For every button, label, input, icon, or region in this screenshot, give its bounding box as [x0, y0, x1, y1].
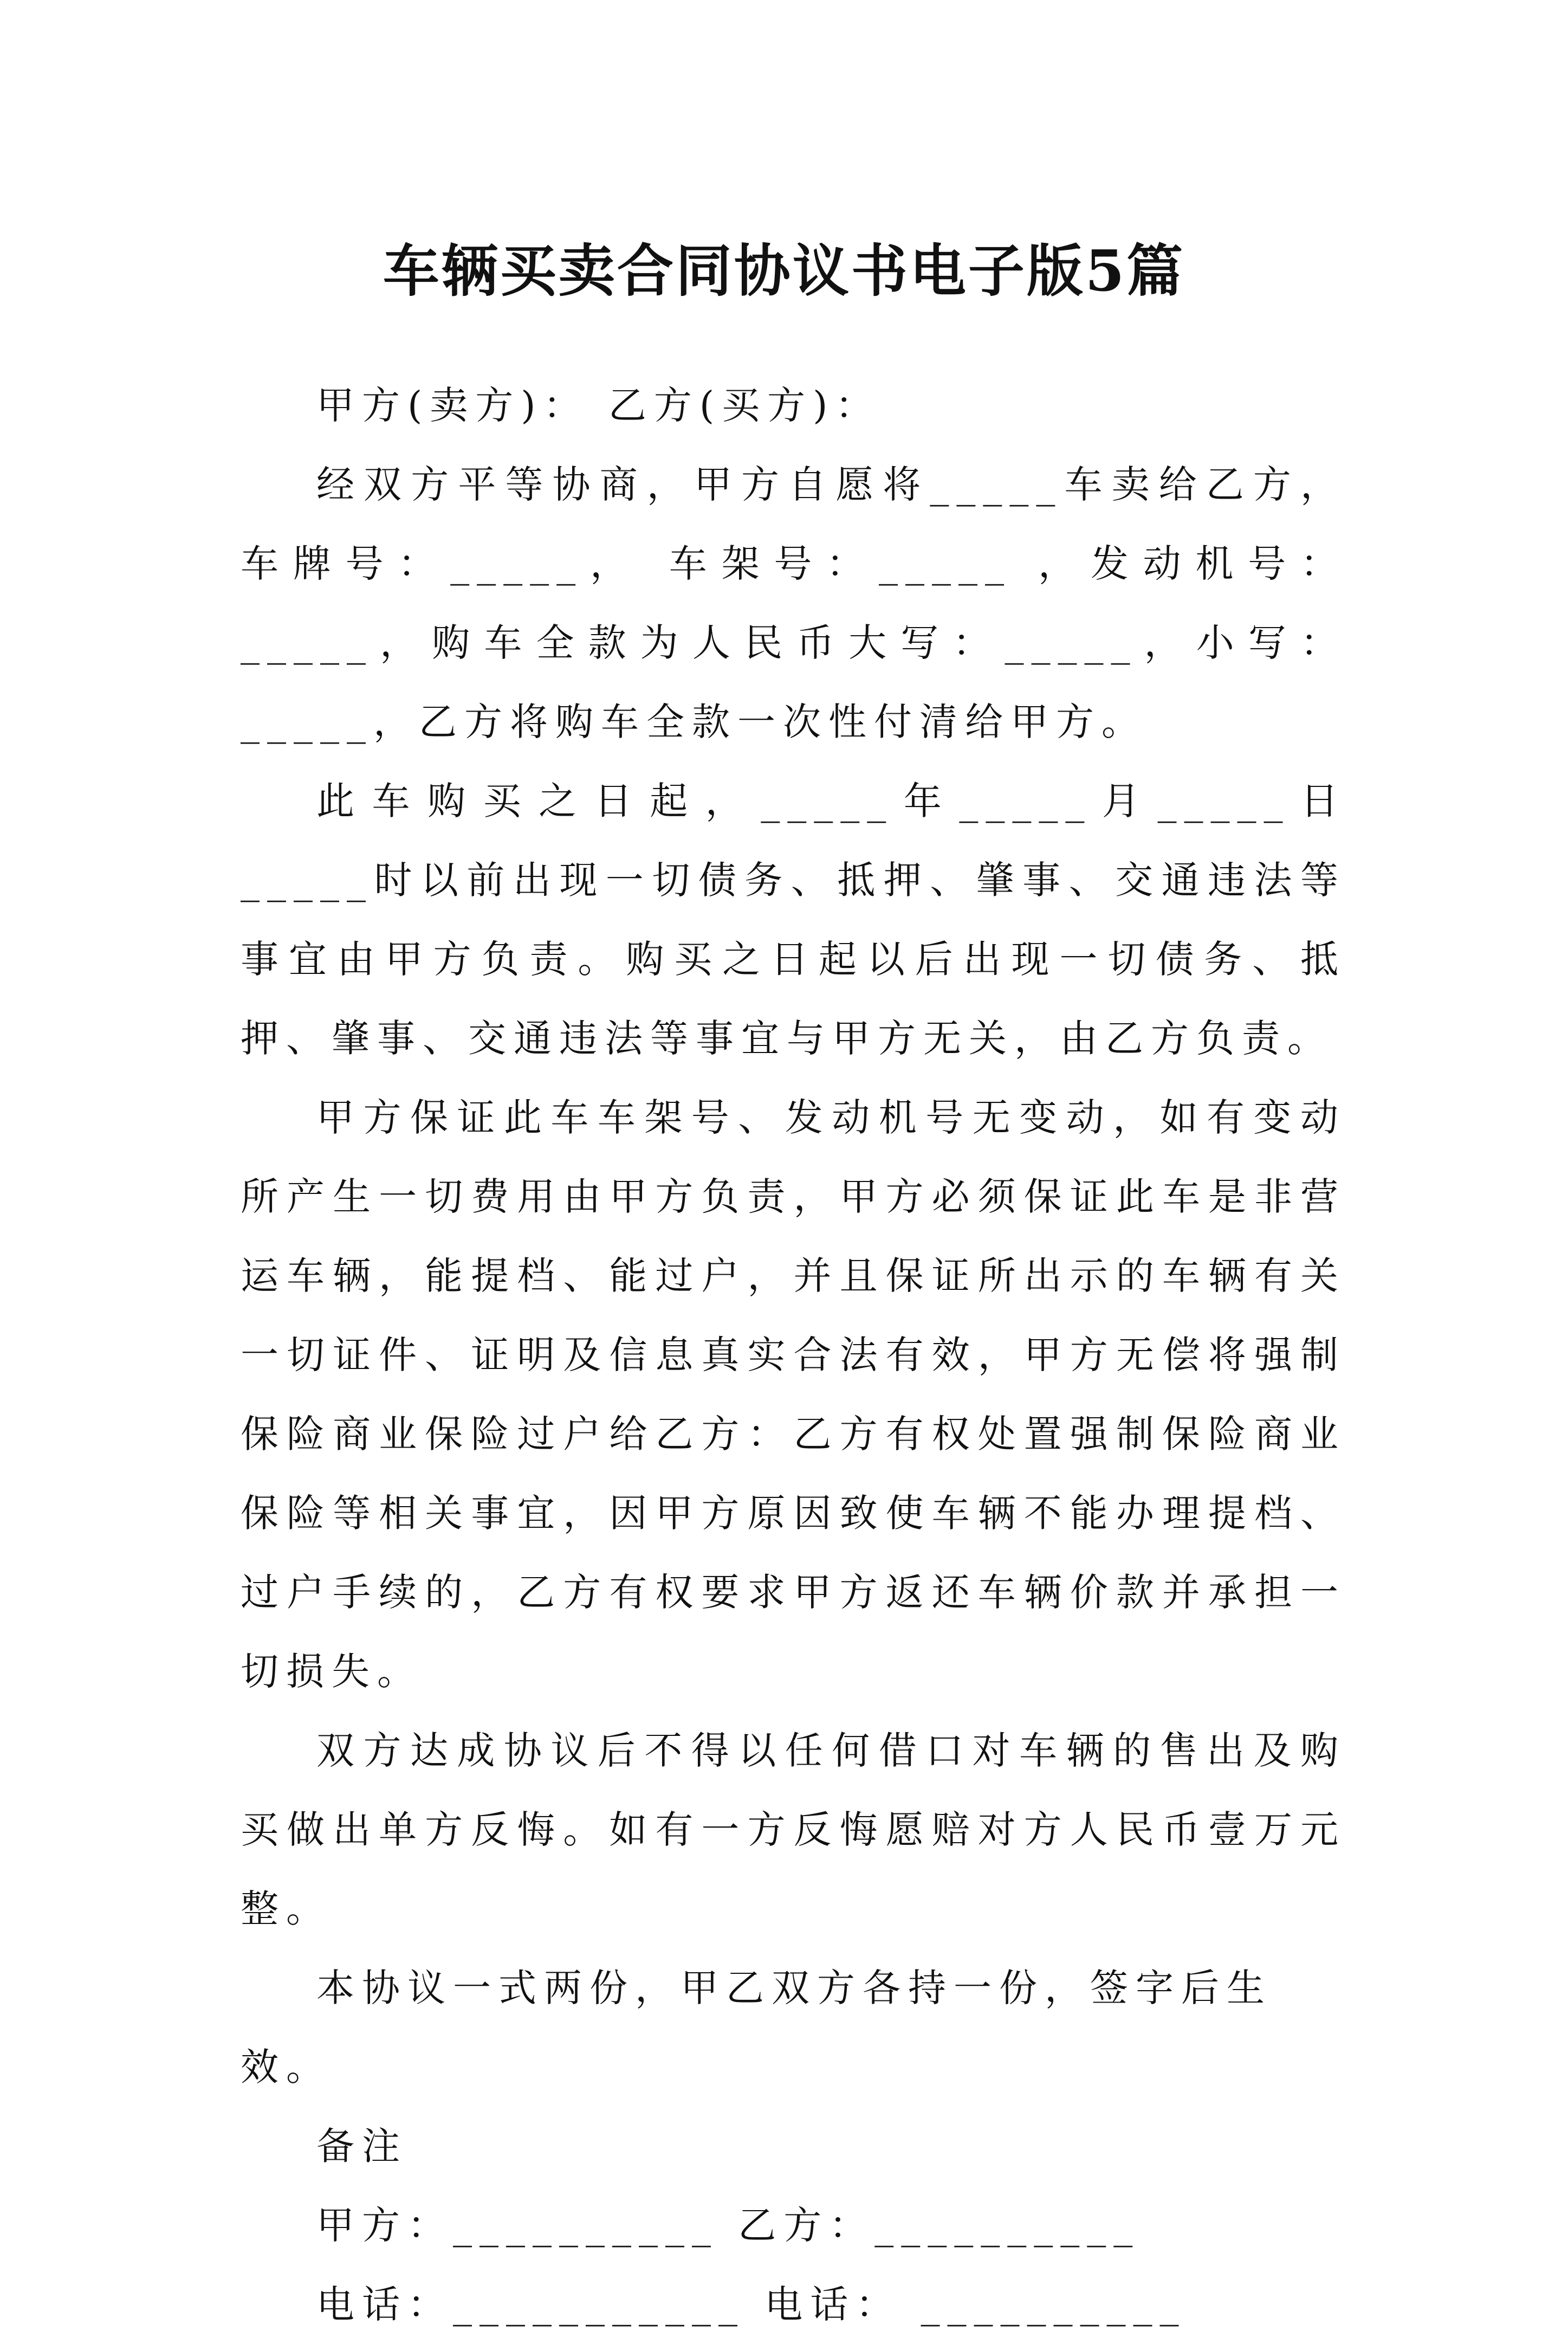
document-title: 车辆买卖合同协议书电子版5篇 — [383, 237, 1185, 304]
phone-line: 电话：___________ 电话： __________ — [316, 2282, 1187, 2327]
copies-paragraph: 本协议一式两份，甲乙双方各持一份，签字后生效。 — [241, 1966, 1272, 2089]
guarantee-paragraph: 甲方保证此车车架号、发动机号无变动，如有变动所产生一切费用由甲方负责，甲方必须保证此车是非营运车辆，能提档、能过户，并且保证所出示的车辆有关一切证件、证明及信息真实合法有效，甲方无偿将强制保险商业保险过户给乙方：乙方有权处置强制保险商业保险等相关事宜，因甲方原因致使车辆不能办理提档、过户手续的，乙方有权要求甲方返还车辆价款并承担一切损失。 — [241, 1095, 1346, 1694]
signature-line: 甲方：__________ 乙方：__________ — [316, 2203, 1141, 2248]
no-regret-paragraph: 双方达成协议后不得以任何借口对车辆的售出及购买做出单方反悔。如有一方反悔愿赔对方人民币壹万元整。 — [241, 1728, 1346, 1931]
remarks-label: 备注 — [316, 2124, 407, 2168]
parties-line: 甲方(卖方)： 乙方(买方)： — [316, 383, 881, 428]
document-body — [241, 366, 1346, 2344]
liability-paragraph: 此车购买之日起，_____年_____月_____日_____时以前出现一切债务、抵押、肇事、交通违法等事宜由甲方负责。购买之日起以后出现一切债务、抵押、肇事、交通违法等事宜与甲方无关，由乙方负责。 — [241, 779, 1346, 1061]
sale-terms-paragraph: 经双方平等协商，甲方自愿将_____车卖给乙方，车牌号：_____， 车架号：_____ ，发动机号：_____，购车全款为人民币大写：_____，小写：_____，乙方将购车全款一次性付清给甲方。 — [241, 462, 1346, 744]
